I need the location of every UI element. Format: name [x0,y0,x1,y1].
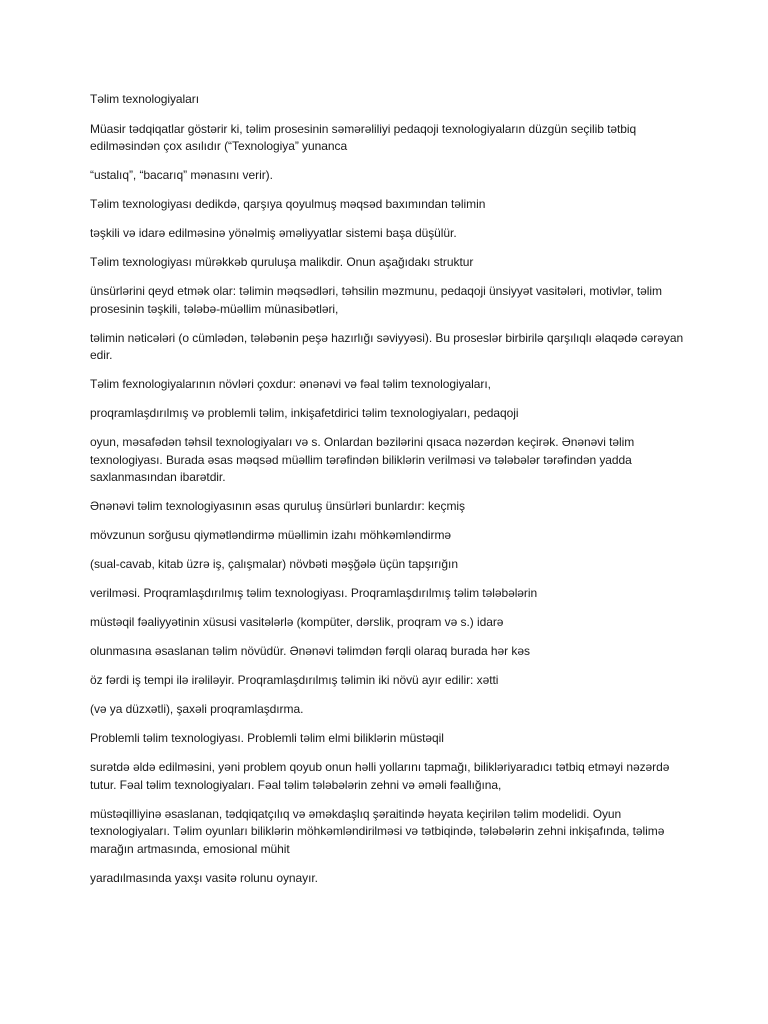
paragraph: Müasir tədqiqatlar göstərir ki, təlim prosesinin səmərəliliyi pedaqoji texnologiyaların düzgün seçilib tətbiq edilməsindən çox asılıdır (“Texnologiya” yunanca [90,121,637,153]
paragraph: mövzunun sorğusu qiymətləndirmə müəllimin izahı möhkəmləndirmə [90,528,452,542]
paragraph: “ustalıq”, “bacarıq” mənasını verir). [90,168,273,182]
paragraph: müstəqilliyinə əsaslanan, tədqiqatçılıq və əməkdaşlıq şəraitində həyata keçirilən təlim modelidi. Oyun texnologiyaları. Təlim oyunları biliklərin möhkəmləndirilməsi və tətbiqində, tələbələrin zehni inkişafında, təlimə marağın artmasında, emosional mühit [90,806,665,856]
paragraph: yaradılmasında yaxşı vasitə rolunu oynayır. [90,870,318,885]
paragraph: Təlim texnologiyası dedikdə, qarşıya qoyulmuş məqsəd baxımından təlimin [90,197,486,211]
paragraph: Təlim fexnologiyalarının növləri çoxdur: ənənəvi və fəal təlim texnologiyaları, [90,377,491,391]
paragraph: verilməsi. Proqramlaşdırılmış təlim texnologiyası. Proqramlaşdırılmış təlim tələbələrin [90,586,538,600]
paragraph: ünsürlərini qeyd etmək olar: təlimin məqsədləri, təhsilin məzmunu, pedaqoji ünsiyyət vasitələri, motivlər, təlim prosesinin təşkili, tələbə-müəllim münasibətləri, [90,284,662,316]
document-body [90,91,690,899]
paragraph: müstəqil fəaliyyətinin xüsusi vasitələrlə (kompüter, dərslik, proqram və s.) idarə [90,615,504,629]
paragraph: təlimin nəticələri (o cümlədən, tələbənin peşə hazırlığı səviyyəsi). Bu proseslər birbirilə qarşılıqlı əlaqədə cərəyan edir. [90,330,684,362]
paragraph: öz fərdi iş tempi ilə irəliləyir. Proqramlaşdırılmış təlimin iki növü ayır edilir: xətti [90,673,499,687]
paragraph: proqramlaşdırılmış və problemli təlim, inkişafetdirici təlim texnologiyaları, pedaqoji [90,406,519,420]
paragraph: Təlim texnologiyası mürəkkəb quruluşa malikdir. Onun aşağıdakı struktur [90,255,474,269]
paragraph: olunmasına əsaslanan təlim növüdür. Ənənəvi təlimdən fərqli olaraq burada hər kəs [90,644,530,658]
paragraph: təşkili və idarə edilməsinə yönəlmiş əməliyyatlar sistemi başa düşülür. [90,226,457,240]
document-title: Təlim texnologiyaları [90,92,199,106]
paragraph: Ənənəvi təlim texnologiyasının əsas quruluş ünsürləri bunlardır: keçmiş [90,499,465,513]
paragraph: surətdə əldə edilməsini, yəni problem qoyub onun həlli yollarını tapmağı, bilikləriyaradıcı tətbiq etməyi nəzərdə tutur. Fəal təlim texnologiyaları. Fəal təlim tələbələrin zehni və əməli fəallığına, [90,760,670,792]
paragraph: (və ya düzxətli), şaxəli proqramlaşdırma. [90,702,304,716]
paragraph: (sual-cavab, kitab üzrə iş, çalışmalar) növbəti məşğələ üçün tapşırığın [90,557,458,571]
paragraph: Problemli təlim texnologiyası. Problemli təlim elmi biliklərin müstəqil [90,731,444,745]
paragraph: oyun, məsafədən təhsil texnologiyaları və s. Onlardan bəzilərini qısaca nəzərdən keçirək. Ənənəvi təlim texnologiyası. Burada əsas məqsəd müəllim tərəfindən biliklərin verilməsi və tələbələr tərəfindən yadda saxlanmasından ibarətdir. [90,435,635,484]
